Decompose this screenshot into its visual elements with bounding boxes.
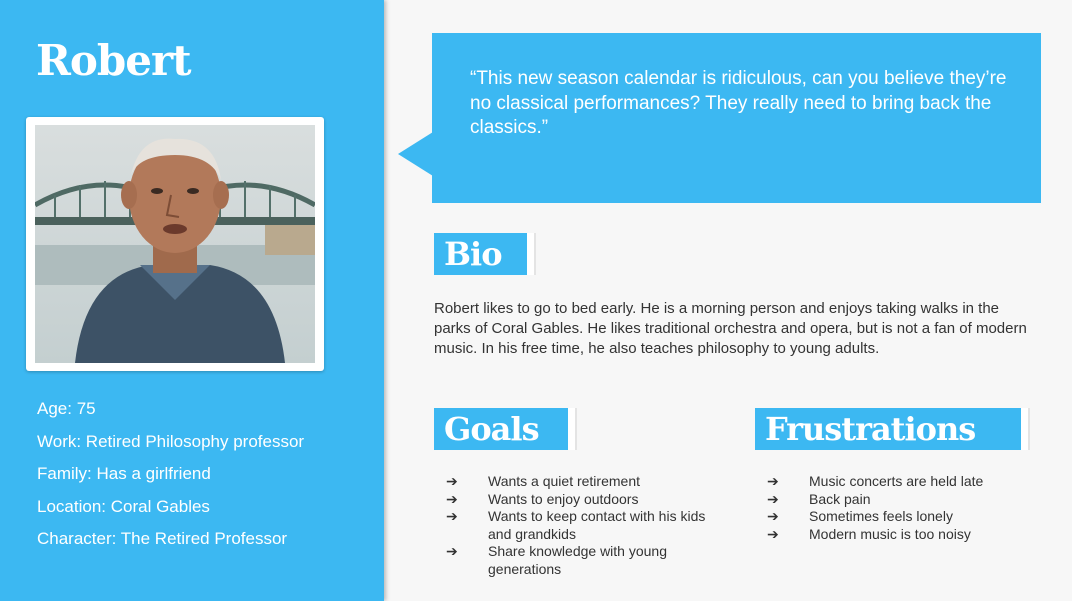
arrow-right-icon: ➔: [446, 490, 458, 507]
goals-list: [446, 473, 716, 578]
list-item: [767, 526, 1047, 544]
arrow-right-icon: ➔: [767, 508, 779, 524]
goal-text: Wants a quiet retirement: [488, 473, 640, 489]
frustrations-list: [767, 473, 1047, 543]
persona-name: Robert: [36, 36, 191, 85]
list-item: [446, 491, 716, 509]
list-item: [767, 473, 1047, 491]
list-item: [767, 508, 1047, 526]
goal-text: Share knowledge with young generations: [488, 543, 668, 577]
bio-heading: Bio: [444, 235, 502, 273]
persona-sidebar: [0, 0, 384, 601]
arrow-right-icon: ➔: [446, 543, 458, 559]
arrow-right-icon: ➔: [767, 490, 779, 507]
frustration-text: Modern music is too noisy: [809, 525, 971, 542]
bio-text: Robert likes to go to bed early. He is a morning person and enjoys taking walks in the parks of Coral Gables. He likes traditional orchestra and opera, but is not a fan of modern music. In his free time, he also teaches philosophy to young adults.: [434, 300, 1027, 357]
quote-text: “This new season calendar is ridiculous, can you believe they’re no classical performances? They really need to bring back the classics.”: [470, 68, 1007, 138]
goal-text: Wants to enjoy outdoors: [488, 490, 639, 507]
detail-character: Character: The Retired Professor: [37, 529, 288, 548]
detail-family: Family: Has a girlfriend: [37, 464, 211, 483]
goal-text: Wants to keep contact with his kids and grandkids: [488, 508, 706, 542]
list-item: [446, 543, 716, 578]
persona-photo: [35, 125, 315, 363]
list-item: [767, 491, 1047, 509]
goals-heading-tag: [434, 408, 575, 450]
frustration-text: Back pain: [809, 490, 871, 507]
detail-age: Age: 75: [37, 399, 96, 418]
persona-photo-frame: [26, 117, 324, 371]
detail-location: Location: Coral Gables: [37, 496, 210, 516]
arrow-right-icon: ➔: [446, 473, 458, 489]
list-item: [446, 508, 716, 543]
frustration-text: Sometimes feels lonely: [809, 508, 953, 524]
detail-work: Work: Retired Philosophy professor: [37, 431, 305, 451]
goals-heading: Goals: [444, 410, 539, 448]
bio-heading-tag: [434, 233, 534, 275]
arrow-right-icon: ➔: [767, 473, 779, 489]
persona-details: [37, 398, 304, 561]
frustration-text: Music concerts are held late: [809, 473, 984, 489]
frustrations-heading: Frustrations: [765, 410, 976, 448]
arrow-right-icon: ➔: [767, 525, 779, 542]
quote-bubble: [432, 33, 1041, 203]
frustrations-heading-tag: [755, 408, 1028, 450]
list-item: [446, 473, 716, 491]
arrow-right-icon: ➔: [446, 508, 458, 524]
quote-pointer: [398, 132, 433, 176]
